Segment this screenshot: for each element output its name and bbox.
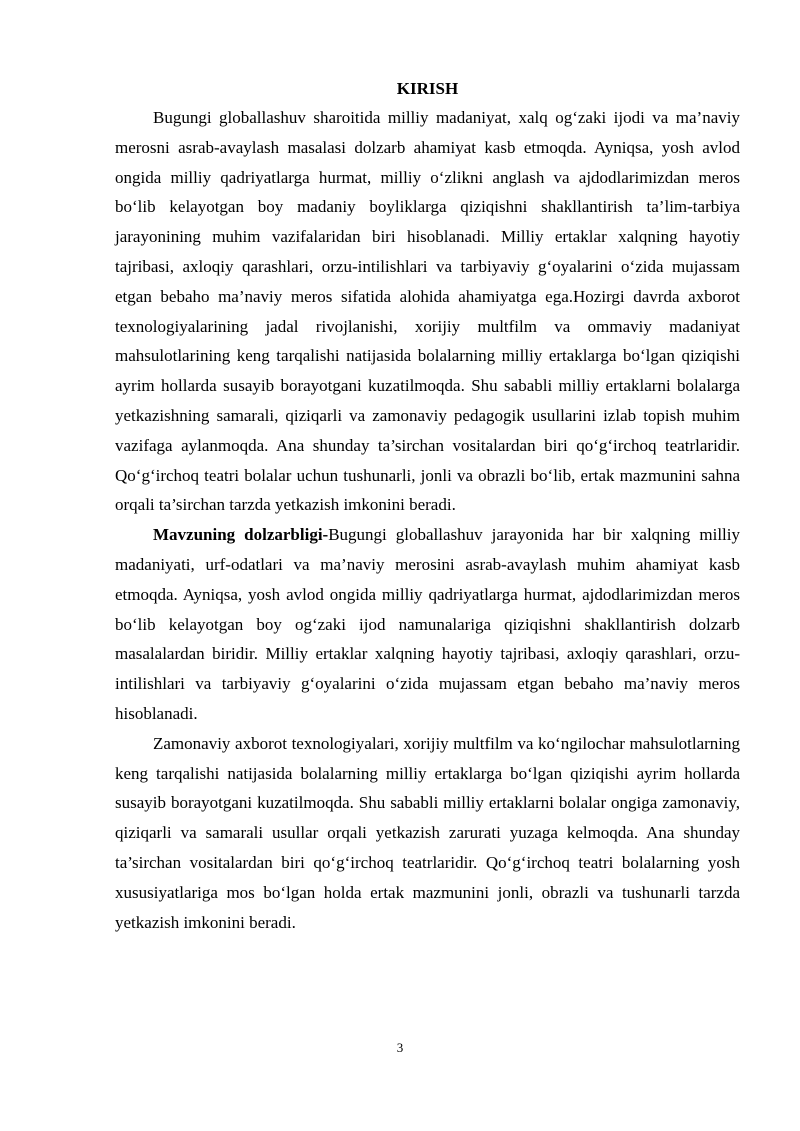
paragraph-relevance-lead: Mavzuning dolzarbligi- bbox=[153, 525, 329, 545]
paragraph-intro bbox=[115, 103, 740, 520]
paragraph-relevance-text: Bugungi globallashuv jarayonida har bir xalqning milliy madaniyati, urf-odatlari va ma’naviy merosini asrab-avaylash muhim ahamiyat kasb etmoqda. Ayniqsa, yosh avlod ongida milliy qadriyatlarga hurmat, ajdodlarimizdan meros bo‘lib kelayotgan boy og‘zaki ijod namunalariga qiziqishni shakllantirish dolzarb masalalardan biridir. Milliy ertaklar xalqning hayotiy tajribasi, axloqiy qarashlari, orzu-intilishlari va tarbiyaviy g‘oyalarini o‘zida mujassam etgan bebaho ma’naviy meros hisoblanadi. bbox=[115, 525, 740, 723]
paragraph-modern-technology-text: Zamonaviy axborot texnologiyalari, xorijiy multfilm va ko‘ngilochar mahsulotlarning keng tarqalishi natijasida bolalarning milliy ertaklarga bo‘lgan qiziqishi ayrim hollarda susayib borayotgani kuzatilmoqda. Shu sababli milliy ertaklarni bolalar ongiga zamonaviy, qiziqarli va samarali usullar orqali yetkazish zarurati yuzaga kelmoqda. Ana shunday ta’sirchan vositalardan biri qo‘g‘irchoq teatrlaridir. Qo‘g‘irchoq teatri bolalarning yosh xususiyatlariga mos bo‘lgan holda ertak mazmunini jonli, obrazli va tushunarli tarzda yetkazish imkonini beradi. bbox=[115, 733, 740, 932]
paragraph-modern-technology bbox=[115, 729, 740, 938]
section-heading: KIRISH bbox=[396, 79, 459, 98]
page-number: 3 bbox=[396, 1040, 404, 1055]
paragraph-intro-text: Bugungi globallashuv sharoitida milliy madaniyat, xalq og‘zaki ijodi va ma’naviy merosni asrab-avaylash masalasi dolzarb ahamiyat kasb etmoqda. Ayniqsa, yosh avlod ongida milliy qadriyatlarga hurmat, milliy o‘zlikni anglash va ajdodlarimizdan meros bo‘lib kelayotgan boy madaniy boyliklarga qiziqishni shakllantirish ta’lim-tarbiya jarayonining muhim vazifalaridan biri hisoblanadi. Milliy ertaklar xalqning hayotiy tajribasi, axloqiy qarashlari, orzu-intilishlari va tarbiyaviy g‘oyalarini o‘zida mujassam etgan bebaho ma’naviy meros sifatida alohida ahamiyatga ega.Hozirgi davrda axborot texnologiyalarining jadal rivojlanishi, xorijiy multfilm va ommaviy madaniyat mahsulotlarining keng tarqalishi natijasida bolalarning milliy ertaklarga bo‘lgan qiziqishi ayrim hollarda susayib borayotgani kuzatilmoqda. Shu sababli milliy ertaklarni bolalarga yetkazishning samarali, qiziqarli va zamonaviy pedagogik usullarini izlab topish muhim vazifaga aylanmoqda. Ana shunday ta’sirchan vositalardan biri qo‘g‘irchoq teatrlaridir. Qo‘g‘irchoq teatri bolalar uchun tushunarli, jonli va obrazli bo‘lib, ertak mazmunini sahna orqali ta’sirchan tarzda yetkazish imkonini beradi. bbox=[115, 108, 740, 515]
paragraph-relevance bbox=[115, 520, 740, 729]
page-content bbox=[115, 74, 740, 937]
